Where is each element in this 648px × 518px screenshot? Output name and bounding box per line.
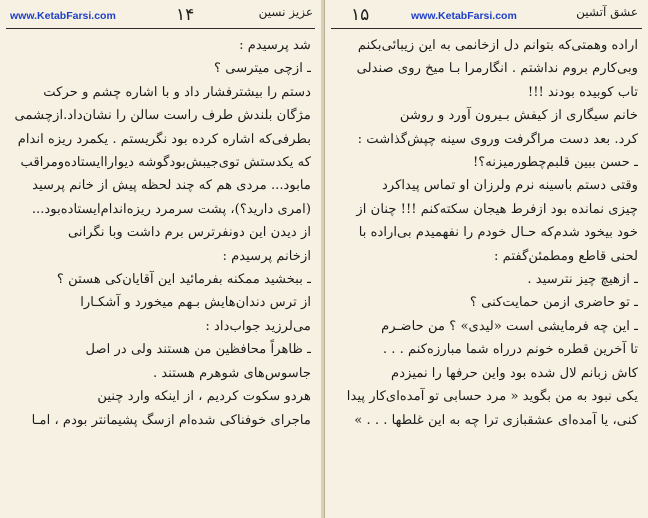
text-line: مژگان بلندش طرف راست سالن را نشان‌داد.ازچشمی bbox=[14, 108, 311, 124]
text-line: از دیدن این دونفرترس برم داشت وبا نگرانی bbox=[67, 225, 311, 241]
right-running-title: عشق آتشین bbox=[576, 5, 638, 19]
left-page-number: ۱۴ bbox=[176, 5, 195, 25]
text-line: ـ حسن ببین قلبم‌چطورمیزنه؟! bbox=[473, 155, 638, 171]
text-line: دستم را بیشترفشار داد و با اشاره چشم و حرکت bbox=[43, 84, 311, 100]
left-running-title: عزیز نسین bbox=[258, 5, 313, 19]
right-site-watermark: www.KetabFarsi.com bbox=[411, 10, 517, 22]
text-line: ـ ظاهراً محافظین من هستند ولی در اصل bbox=[85, 342, 311, 358]
text-line: بطرفی‌که اشاره کرده بود نگریستم . یکمرد ریزه اندام bbox=[17, 131, 311, 147]
text-line: خانم سیگاری از کیفش بـیرون آورد و روشن bbox=[399, 108, 638, 124]
text-line: وبی‌کارم بروم نداشتم . انگارمرا بـا میخ روی صندلی bbox=[356, 61, 638, 77]
right-page-text bbox=[335, 34, 638, 432]
left-page-text bbox=[10, 34, 311, 432]
text-line: شد پرسیدم : bbox=[239, 38, 311, 53]
text-line: تاب کوبیده بودند !!! bbox=[527, 84, 638, 100]
left-site-watermark: www.KetabFarsi.com bbox=[10, 10, 116, 22]
text-line: هردو سکوت کردیم ، از اینکه وارد چنین bbox=[97, 389, 311, 405]
text-line: چیزی نمانده بود ازفرط هیجان سکته‌کنم !!! چنان از bbox=[356, 201, 638, 217]
text-line: ازخانم پرسیدم : bbox=[222, 248, 311, 264]
text-line: وقتی دستم باسینه نرم ولرزان او تماس پیداکرد bbox=[381, 178, 638, 194]
text-line: ـ ازچی میترسی ؟ bbox=[214, 61, 311, 77]
text-line: مابود... مردی هم که چند لحظه پیش از خانم پرسید bbox=[32, 178, 311, 194]
text-line: ـ تو حاضری ازمن حمایت‌کنی ؟ bbox=[469, 295, 638, 311]
left-page-header bbox=[6, 2, 315, 29]
text-line: از ترس دندان‌هایش بـهم میخورد و آشکـارا bbox=[80, 295, 311, 311]
text-line: اراده وهمتی‌که بتوانم دل ازخانمی به این زیبائی‌بکنم bbox=[357, 38, 638, 53]
text-line: ماجرای خوفناکی شده‌ام ازسگ پشیمانتر بودم ، امـا bbox=[31, 412, 311, 428]
text-line: جاسوس‌های شوهرم هستند . bbox=[152, 365, 311, 381]
text-line: کنی، یا آمده‌ای عشقبازی ترا چه به این غلطها . . . » bbox=[354, 412, 638, 428]
text-line: ـ این چه فرمایشی است «لیدی» ؟ من حاضـرم bbox=[381, 318, 638, 334]
text-line: ـ ازهیچ چیز نترسید . bbox=[527, 272, 638, 288]
text-line: کاش زبانم لال شده بود واین حرفها را نمیزدم bbox=[391, 365, 638, 381]
right-page-number: ۱۵ bbox=[351, 5, 370, 25]
text-line: می‌لرزید جواب‌داد : bbox=[205, 318, 311, 334]
text-line: لحنی قاطع ومطمئن‌گفتم : bbox=[494, 248, 638, 264]
text-line: یکی نبود به من بگوید « مرد حسابی تو آمده‌ای‌کار پیدا bbox=[346, 389, 638, 405]
left-page bbox=[0, 0, 322, 518]
right-page-header bbox=[331, 2, 642, 29]
text-line: تا آخرین قطره خونم درراه شما مبارزه‌کنم . . . bbox=[382, 342, 638, 358]
text-line: (امری دارید؟)، پشت سرمرد ریزه‌اندام‌ایستاده‌بود... bbox=[31, 201, 311, 217]
text-line: که یکدستش توی‌جیبش‌بودگوشه دیواراایستاده‌ومراقب bbox=[20, 155, 311, 171]
text-line: کرد. بعد دست مراگرفت وروی سینه چپش‌گذاشت : bbox=[357, 131, 638, 147]
text-line: ـ ببخشید ممکنه بفرمائید این آقایان‌کی هستن ؟ bbox=[56, 272, 311, 288]
text-line: خود بیخود شدم‌که حـال خودم را نفهمیدم بی‌اراده با bbox=[358, 225, 638, 241]
right-page bbox=[324, 0, 648, 518]
